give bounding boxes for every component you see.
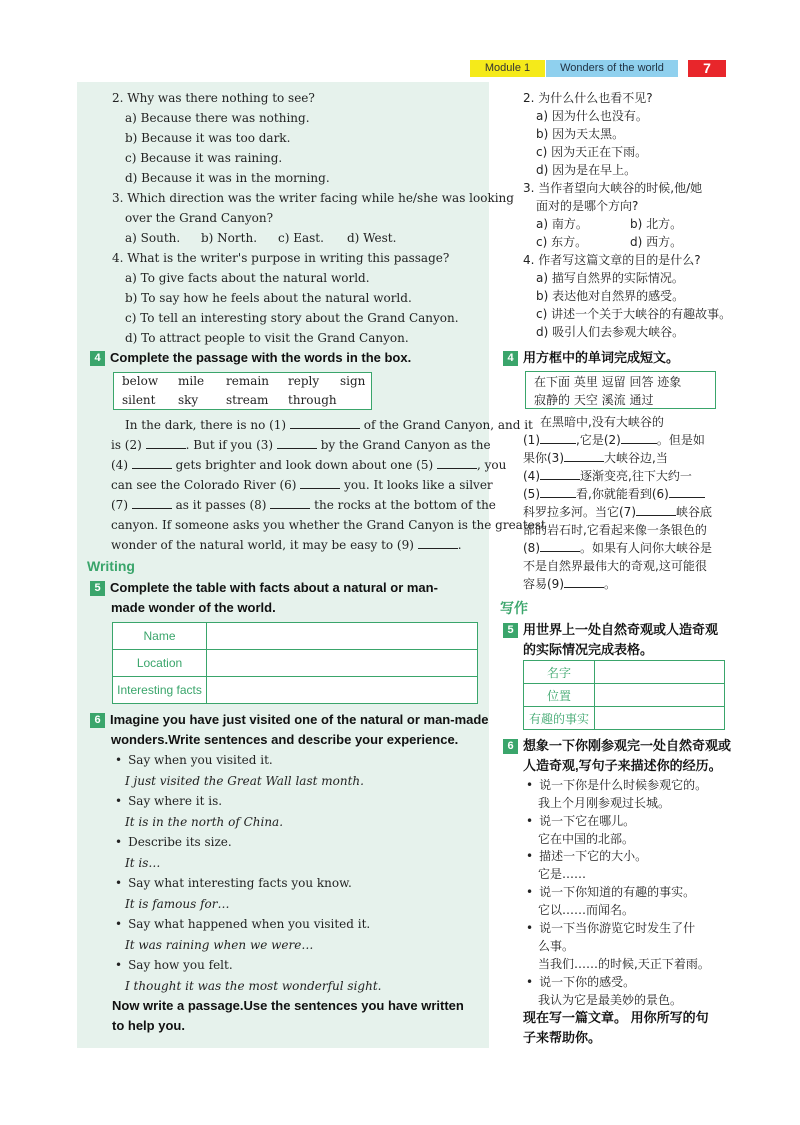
answer-blank[interactable] bbox=[418, 536, 458, 549]
answer-blank[interactable] bbox=[132, 496, 172, 509]
word-box-row-cn: 在下面 英里 逗留 回答 迹象 bbox=[534, 375, 682, 389]
closing-instruction: Now write a passage.Use the sentences you have written bbox=[112, 998, 464, 1013]
table-label-cn: 名字 bbox=[524, 661, 595, 684]
passage-line: wonder of the natural world, it may be easy to (9) . bbox=[111, 538, 462, 552]
prompt-example: It is… bbox=[125, 856, 161, 870]
passage-line-cn: 果你(3) 大峡谷边,当 bbox=[523, 451, 668, 465]
q3-option-cn: a) 南方。 bbox=[536, 217, 588, 231]
prompt-item-cn: • 说一下你知道的有趣的事实。 bbox=[526, 882, 695, 902]
exercise-title: Complete the table with facts about a natural or man- bbox=[110, 580, 438, 595]
exercise-title-cn-cont: 的实际情况完成表格。 bbox=[523, 642, 654, 657]
q2-option-cn: a) 因为什么也没有。 bbox=[536, 109, 648, 123]
passage-line-cn: 部的岩石时,它看起来像一条银色的 bbox=[523, 523, 707, 537]
exercise-number: 6 bbox=[90, 713, 105, 728]
passage-line-cn: 在黑暗中,没有大峡谷的 bbox=[540, 415, 664, 429]
table-label: Interesting facts bbox=[113, 677, 207, 704]
closing-instruction-cn-cont: 子来帮助你。 bbox=[523, 1030, 602, 1045]
prompt-example-cn: 它在中国的北部。 bbox=[538, 832, 635, 846]
prompt-example: It is in the north of China. bbox=[125, 815, 284, 829]
exercise-4-heading-cn bbox=[503, 348, 679, 368]
prompt-example-cn: 它是…… bbox=[538, 867, 587, 881]
exercise-6-heading bbox=[90, 710, 489, 730]
prompt-example: I just visited the Great Wall last month. bbox=[125, 774, 364, 788]
passage-line-cn: (8) 。如果有人问你大峡谷是 bbox=[523, 541, 713, 555]
q3-option-cn: d) 西方。 bbox=[630, 235, 683, 249]
q3-option: a) South. bbox=[125, 231, 181, 245]
prompt-example: It is famous for… bbox=[125, 897, 230, 911]
exercise-5-heading bbox=[90, 578, 438, 598]
q2-option: d) Because it was in the morning. bbox=[125, 171, 330, 185]
passage-line: (4) gets brighter and look down about one (5) , you bbox=[111, 458, 507, 472]
writing-heading: Writing bbox=[87, 558, 135, 574]
passage-line: canyon. If someone asks you whether the Grand Canyon is the greatest bbox=[111, 518, 546, 532]
passage-line-cn: 科罗拉多河。当它(7) 峡谷底 bbox=[523, 505, 713, 519]
prompt-item: • Say how you felt. bbox=[115, 955, 233, 975]
passage-line: is (2) . But if you (3) by the Grand Canyon as the bbox=[111, 438, 491, 452]
word: sign bbox=[340, 374, 366, 388]
q3-question-cn: 3. 当作者望向大峡谷的时候,他/她 bbox=[523, 181, 703, 195]
page-number: 7 bbox=[688, 60, 726, 77]
table-label-cn: 位置 bbox=[524, 684, 595, 707]
q3-option-cn: b) 北方。 bbox=[630, 217, 683, 231]
q2-option-cn: d) 因为是在早上。 bbox=[536, 163, 637, 177]
q4-option-cn: b) 表达他对自然界的感受。 bbox=[536, 289, 685, 303]
q3-question: 3. Which direction was the writer facing while he/she was looking bbox=[112, 191, 514, 205]
table-label-cn: 有趣的事实 bbox=[524, 707, 595, 730]
answer-blank[interactable] bbox=[300, 476, 340, 489]
exercise-number: 5 bbox=[503, 623, 518, 638]
answer-blank[interactable] bbox=[146, 436, 186, 449]
answer-blank[interactable] bbox=[540, 539, 580, 552]
word-box-row-cn: 寂静的 天空 溪流 通过 bbox=[534, 393, 654, 407]
q2-question-cn: 2. 为什么什么也看不见? bbox=[523, 91, 653, 105]
exercise-6-heading-cn bbox=[503, 736, 731, 756]
word: reply bbox=[288, 374, 320, 388]
q4-question: 4. What is the writer's purpose in writing this passage? bbox=[112, 251, 450, 265]
answer-blank[interactable] bbox=[540, 485, 576, 498]
q4-option: d) To attract people to visit the Grand Canyon. bbox=[125, 331, 409, 345]
answer-blank[interactable] bbox=[540, 467, 580, 480]
answer-blank[interactable] bbox=[540, 431, 576, 444]
answer-blank[interactable] bbox=[270, 496, 310, 509]
word: mile bbox=[178, 374, 205, 388]
exercise-title-cn: 用方框中的单词完成短文。 bbox=[523, 350, 680, 365]
word-box bbox=[113, 372, 372, 410]
q4-question-cn: 4. 作者写这篇文章的目的是什么? bbox=[523, 253, 701, 267]
q2-question: 2. Why was there nothing to see? bbox=[112, 91, 315, 105]
answer-blank[interactable] bbox=[132, 456, 172, 469]
prompt-item-cn: • 说一下当你游览它时发生了什 bbox=[526, 918, 695, 938]
prompt-example-cn: 当我们……的时候,天正下着雨。 bbox=[538, 957, 710, 971]
prompt-item-cn-cont: 么事。 bbox=[538, 939, 575, 953]
closing-instruction-cn: 现在写一篇文章。 用你所写的句 bbox=[523, 1010, 709, 1025]
table-cell-input[interactable] bbox=[207, 650, 478, 677]
word: remain bbox=[226, 374, 269, 388]
facts-table-cn bbox=[523, 660, 725, 730]
word: below bbox=[122, 374, 159, 388]
passage-line-cn: (4) 逐渐变亮,往下大约一 bbox=[523, 469, 692, 483]
exercise-title-cn: 想象一下你刚参观完一处自然奇观或 bbox=[523, 738, 732, 753]
answer-blank[interactable] bbox=[669, 485, 705, 498]
prompt-example: I thought it was the most wonderful sight. bbox=[125, 979, 382, 993]
prompt-example-cn: 我上个月刚参观过长城。 bbox=[538, 796, 671, 810]
unit-title: Wonders of the world bbox=[546, 60, 678, 77]
prompt-item: • Say when you visited it. bbox=[115, 750, 273, 770]
q2-option-cn: b) 因为天太黑。 bbox=[536, 127, 625, 141]
exercise-number: 4 bbox=[90, 351, 105, 366]
q4-option-cn: d) 吸引人们去参观大峡谷。 bbox=[536, 325, 685, 339]
answer-blank[interactable] bbox=[290, 416, 360, 429]
answer-blank[interactable] bbox=[636, 503, 676, 516]
exercise-number: 6 bbox=[503, 739, 518, 754]
exercise-title-cont: wonders.Write sentences and describe your experience. bbox=[111, 732, 459, 747]
answer-blank[interactable] bbox=[277, 436, 317, 449]
exercise-number: 4 bbox=[503, 351, 518, 366]
table-cell-input[interactable] bbox=[595, 684, 725, 707]
q3-question-cn-cont: 面对的是哪个方向? bbox=[536, 199, 639, 213]
prompt-item-cn: • 描述一下它的大小。 bbox=[526, 846, 647, 866]
table-label: Location bbox=[113, 650, 207, 677]
exercise-title-cn-cont: 人造奇观,写句子来描述你的经历。 bbox=[523, 758, 722, 773]
prompt-item: • Say where it is. bbox=[115, 791, 222, 811]
passage-line: (7) as it passes (8) the rocks at the bottom of the bbox=[111, 498, 496, 512]
q4-option: b) To say how he feels about the natural world. bbox=[125, 291, 412, 305]
passage-line: can see the Colorado River (6) you. It looks like a silver bbox=[111, 478, 493, 492]
exercise-5-heading-cn bbox=[503, 620, 718, 640]
table-cell-input[interactable] bbox=[207, 623, 478, 650]
q3-option-cn: c) 东方。 bbox=[536, 235, 588, 249]
prompt-example-cn: 它以……而闻名。 bbox=[538, 903, 635, 917]
exercise-title: Complete the passage with the words in the box. bbox=[110, 350, 412, 365]
q2-option-cn: c) 因为天正在下雨。 bbox=[536, 145, 648, 159]
prompt-item-cn: • 说一下你是什么时候参观它的。 bbox=[526, 775, 707, 795]
passage-line-cn: 不是自然界最伟大的奇观,这可能很 bbox=[523, 559, 707, 573]
table-cell-input[interactable] bbox=[595, 661, 725, 684]
prompt-example-cn: 我认为它是最美妙的景色。 bbox=[538, 993, 683, 1007]
q4-option-cn: c) 讲述一个关于大峡谷的有趣故事。 bbox=[536, 307, 732, 321]
facts-table bbox=[112, 622, 478, 704]
q2-option: c) Because it was raining. bbox=[125, 151, 283, 165]
module-label: Module 1 bbox=[470, 60, 545, 77]
table-label: Name bbox=[113, 623, 207, 650]
answer-blank[interactable] bbox=[564, 575, 604, 588]
q4-option-cn: a) 描写自然界的实际情况。 bbox=[536, 271, 684, 285]
q3-option: b) North. bbox=[201, 231, 258, 245]
passage-line: In the dark, there is no (1) of the Grand Canyon, and it bbox=[125, 418, 533, 432]
answer-blank[interactable] bbox=[437, 456, 477, 469]
passage-line-cn: 容易(9) 。 bbox=[523, 577, 617, 591]
q2-option: a) Because there was nothing. bbox=[125, 111, 310, 125]
closing-instruction-cont: to help you. bbox=[112, 1018, 185, 1033]
q4-option: c) To tell an interesting story about the Grand Canyon. bbox=[125, 311, 459, 325]
word-box-cn bbox=[525, 371, 716, 409]
exercise-title-cn: 用世界上一处自然奇观或人造奇观 bbox=[523, 622, 719, 637]
word: sky bbox=[178, 393, 199, 407]
answer-blank[interactable] bbox=[621, 431, 657, 444]
answer-blank[interactable] bbox=[564, 449, 604, 462]
passage-line-cn: (5) 看,你就能看到(6) bbox=[523, 484, 705, 504]
exercise-title: Imagine you have just visited one of the natural or man-made bbox=[110, 712, 489, 727]
passage-line-cn: (1) ,它是(2) 。但是如 bbox=[523, 433, 705, 447]
q3-option: c) East. bbox=[278, 231, 324, 245]
table-cell-input[interactable] bbox=[595, 707, 725, 730]
prompt-item-cn: • 说一下它在哪儿。 bbox=[526, 811, 635, 831]
q3-question-cont: over the Grand Canyon? bbox=[125, 211, 274, 225]
exercise-title-cont: made wonder of the world. bbox=[111, 600, 276, 615]
word: silent bbox=[122, 393, 156, 407]
prompt-item: • Describe its size. bbox=[115, 832, 232, 852]
q3-option: d) West. bbox=[347, 231, 397, 245]
q4-option: a) To give facts about the natural world. bbox=[125, 271, 370, 285]
writing-heading-cn: 写作 bbox=[500, 600, 528, 616]
prompt-item-cn: • 说一下你的感受。 bbox=[526, 972, 635, 992]
prompt-item: • Say what happened when you visited it. bbox=[115, 914, 370, 934]
word: stream bbox=[226, 393, 269, 407]
prompt-example: It was raining when we were… bbox=[125, 938, 314, 952]
exercise-number: 5 bbox=[90, 581, 105, 596]
q2-option: b) Because it was too dark. bbox=[125, 131, 291, 145]
table-cell-input[interactable] bbox=[207, 677, 478, 704]
word: through bbox=[288, 393, 337, 407]
exercise-4-heading bbox=[90, 348, 411, 368]
prompt-item: • Say what interesting facts you know. bbox=[115, 873, 352, 893]
